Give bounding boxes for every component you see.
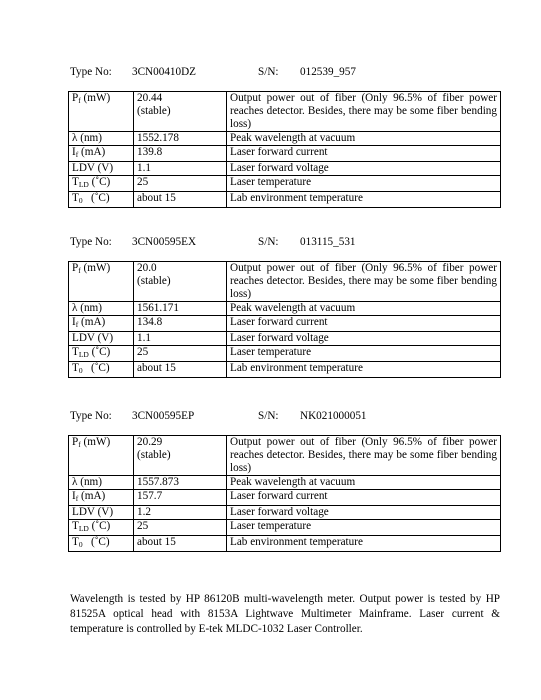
description-cell: Output power out of fiber (Only 96.5% of fiber power reaches detector. Besides, there may be some fiber bending loss) [227,92,501,132]
param-unit: (mW) [80,92,111,104]
param-cell [69,302,134,316]
param-subscript: f [75,494,79,503]
param-unit: (˚C) [82,362,110,374]
spec-table [68,435,501,552]
param-subscript: LD [78,524,89,533]
param-subscript: f [75,320,79,329]
type-number: 3CN00595EX [132,236,197,248]
type-label: Type No: [70,236,112,248]
table-row [69,332,501,346]
description-cell: Peak wavelength at vacuum [227,132,501,146]
param-cell [69,332,134,346]
value-cell: 1.1 [134,162,227,176]
param-name: LDV (V) [72,162,114,174]
param-unit: (mA) [78,316,106,328]
description-cell: Laser forward current [227,316,501,332]
param-name: P [72,262,79,274]
description-cell: Peak wavelength at vacuum [227,476,501,490]
sn-label: S/N: [258,66,279,78]
param-name: P [72,436,79,448]
spec-table [68,91,501,208]
value-cell: 20.0 (stable) [134,262,227,302]
param-subscript: f [78,440,81,449]
param-unit: (˚C) [82,192,110,204]
value-cell: 1557.873 [134,476,227,490]
description-cell: Laser forward current [227,146,501,162]
value-cell: about 15 [134,362,227,378]
param-name: T [72,176,79,188]
param-unit: (mW) [80,262,111,274]
spec-block-1 [68,65,501,208]
description-cell: Laser forward voltage [227,332,501,346]
param-unit: (˚C) [88,346,111,358]
param-subscript: f [75,150,79,159]
spec-block-3 [68,409,501,552]
param-cell [69,176,134,192]
value-cell: 157.7 [134,490,227,506]
value-cell: 139.8 [134,146,227,162]
param-unit: (mA) [78,490,106,502]
table-row [69,436,501,476]
table-row [69,192,501,208]
param-cell [69,146,134,162]
type-line [68,65,501,80]
value-cell: 1.2 [134,506,227,520]
value-cell: 20.44 (stable) [134,92,227,132]
table-row [69,262,501,302]
value-cell: 20.29 (stable) [134,436,227,476]
param-subscript: f [78,96,81,105]
description-cell: Laser temperature [227,346,501,362]
param-cell [69,346,134,362]
param-name: T [72,520,79,532]
param-name: LDV (V) [72,506,114,518]
param-name: T [72,192,79,204]
value-cell: 1.1 [134,332,227,346]
param-unit: (mA) [78,146,106,158]
param-unit: (mW) [80,436,111,448]
param-name: LDV (V) [72,332,114,344]
value-cell: 1561.171 [134,302,227,316]
type-number: 3CN00595EP [132,410,195,422]
param-subscript: LD [78,180,89,189]
param-unit: (˚C) [88,520,111,532]
param-name: λ (nm) [72,132,102,144]
param-name: I [72,146,76,158]
value-cell: about 15 [134,192,227,208]
param-cell [69,506,134,520]
serial-number: 012539_957 [300,66,356,78]
table-row [69,346,501,362]
description-cell: Output power out of fiber (Only 96.5% of fiber power reaches detector. Besides, there may be some fiber bending loss) [227,436,501,476]
param-unit: (˚C) [82,536,110,548]
description-cell: Laser temperature [227,520,501,536]
param-cell [69,192,134,208]
table-row [69,302,501,316]
description-cell: Laser forward voltage [227,506,501,520]
footer-note: Wavelength is tested by HP 86120B multi-wavelength meter. Output power is tested by HP 81525A optical head with 8153A Lightwave Multimeter Mainframe. Laser current & temperature is controlled by E-tek MLDC-1032 Laser Controller. [70,593,500,636]
param-subscript: 0 [78,540,83,549]
param-subscript: f [78,266,81,275]
type-number: 3CN00410DZ [132,66,197,78]
type-line [68,235,501,250]
serial-number: NK021000051 [300,410,367,422]
table-row [69,162,501,176]
param-name: λ (nm) [72,476,102,488]
param-cell [69,132,134,146]
description-cell: Laser forward voltage [227,162,501,176]
param-subscript: 0 [78,366,83,375]
type-label: Type No: [70,66,112,78]
description-cell: Laser forward current [227,490,501,506]
param-name: T [72,362,79,374]
table-row [69,176,501,192]
sn-label: S/N: [258,410,279,422]
description-cell: Peak wavelength at vacuum [227,302,501,316]
table-row [69,506,501,520]
param-cell [69,362,134,378]
param-cell [69,536,134,552]
param-cell [69,436,134,476]
description-cell: Lab environment temperature [227,536,501,552]
description-cell: Lab environment temperature [227,192,501,208]
table-row [69,362,501,378]
value-cell: 25 [134,346,227,362]
param-subscript: LD [78,350,89,359]
value-cell: about 15 [134,536,227,552]
param-name: I [72,316,76,328]
value-cell: 1552.178 [134,132,227,146]
spec-table [68,261,501,378]
param-cell [69,162,134,176]
sn-label: S/N: [258,236,279,248]
param-name: T [72,346,79,358]
serial-number: 013115_531 [300,236,356,248]
table-row [69,92,501,132]
param-cell [69,476,134,490]
value-cell: 134.8 [134,316,227,332]
param-cell [69,92,134,132]
table-row [69,316,501,332]
param-subscript: 0 [78,196,83,205]
param-unit: (˚C) [88,176,111,188]
table-row [69,132,501,146]
table-row [69,146,501,162]
type-line [68,409,501,424]
table-row [69,490,501,506]
param-name: λ (nm) [72,302,102,314]
param-cell [69,490,134,506]
param-cell [69,262,134,302]
value-cell: 25 [134,520,227,536]
param-cell [69,316,134,332]
spec-block-2 [68,235,501,378]
value-cell: 25 [134,176,227,192]
table-row [69,536,501,552]
param-cell [69,520,134,536]
param-name: T [72,536,79,548]
description-cell: Laser temperature [227,176,501,192]
param-name: I [72,490,76,502]
description-cell: Output power out of fiber (Only 96.5% of fiber power reaches detector. Besides, there may be some fiber bending loss) [227,262,501,302]
table-row [69,520,501,536]
param-name: P [72,92,79,104]
type-label: Type No: [70,410,112,422]
table-row [69,476,501,490]
description-cell: Lab environment temperature [227,362,501,378]
